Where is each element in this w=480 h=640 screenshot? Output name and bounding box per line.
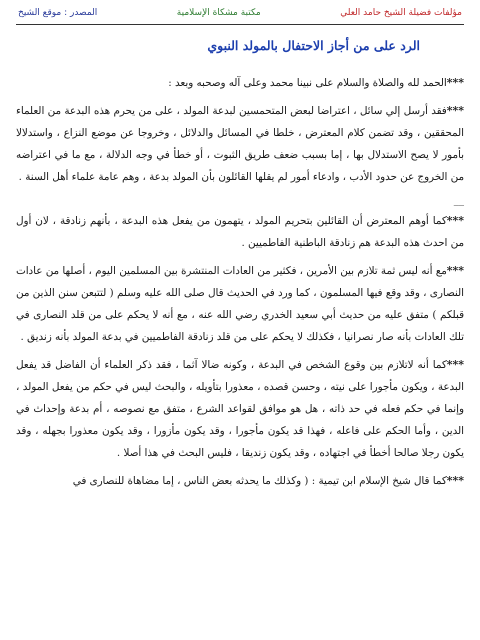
paragraph [16, 470, 464, 492]
paragraph [16, 260, 464, 348]
separator [16, 194, 464, 206]
paragraph-marker: *** [446, 104, 464, 117]
paragraph-text: كما أوهم المعترض أن القائلين بتحريم المولد ، يتهمون من يفعل هذه البدعة ، بأنهم زنادقة ، لان أول من احدث هذه البدعة هم زنادقة الباطنية الفاطميين . [16, 215, 464, 249]
paragraph [16, 100, 464, 188]
paragraph-text: فقد أرسل إلي سائل ، اعتراضا لبعض المتحمسين لبدعة المولد ، على من يحرم هذه البدعة من العلماء المحققين ، وقد تضمن كلام المعترض ، خلطا في المسائل والدلائل ، وخروجا عن موضع النزاع ، واستدلالا بأمور لا يصح الاستدلال بها ، إما بسبب ضعف طريق الثبوت ، أو خطأ في وجه الدلالة ، مع ما في اعتراضه من الخروج عن حدود الأدب ، وادعاء أمور لم يقلها القائلون بأن المولد بدعة ، وهم عامة علماء أهل السنة . [16, 105, 464, 183]
paragraph-text: كما أنه لاتلازم بين وقوع الشخص في البدعة ، وكونه ضالا آثما ، فقد ذكر العلماء أن الفاضل قد يفعل البدعة ، ويكون مأجورا على نيته ، وحسن قصده ، معذورا بتأويله ، والبحث ليس في حكم من يفعل المولد ، وإنما في حكم فعله في حد ذاته ، هل هو موافق لقواعد الشرع ، متفق مع نصوصه ، أم بدعة وإحداث في الدين ، وأما الحكم على فاعله ، فهذا قد يكون مأجورا ، وقد يكون مأزورا ، وقد يكون معذورا بجهله ، وقد يكون رجلا صالحا أخطأ في اجتهاده ، وقد يكون زنديقا ، فليس البحث في هذا أصلا . [16, 359, 464, 459]
paragraph-text: كما قال شيخ الإسلام ابن تيمية : ( وكذلك ما يحدثه بعض الناس ، إما مضاهاة للنصارى في [72, 475, 447, 487]
paragraph-marker: *** [446, 214, 464, 227]
page-header [18, 8, 462, 18]
paragraph-marker: *** [446, 76, 464, 89]
header-library: مكتبة مشكاة الإسلامية [176, 8, 261, 18]
paragraph [16, 210, 464, 254]
paragraph-text: مع أنه ليس ثمة تلازم بين الأمرين ، فكثير من العادات المنتشرة بين المسلمين اليوم ، أصلها من عادات النصارى ، وقد وقع فيها المسلمون ، كما ورد في الحديث قال صلى الله عليه وسلم ( لتتبعن سنن الذين من قبلكم ) متفق عليه من حديث أبي سعيد الخدري رضي الله عنه ، مع أنه لا يحكم على من قلد النصارى في تلك العادات بأنه صار نصرانيا ، فكذلك لا يحكم على من قلد زنادقة الفاطميين في بدعة المولد بأنه زنديق . [16, 265, 464, 343]
paragraph-text: الحمد لله والصلاة والسلام على نبينا محمد وعلى آله وصحبه وبعد : [168, 77, 447, 89]
separator-text: __ [453, 194, 464, 206]
document-title: الرد على من أجاز الاحتفال بالمولد النبوي [207, 38, 420, 53]
header-author: مؤلفات فضيلة الشيخ حامد العلي [340, 8, 462, 18]
header-divider [16, 24, 464, 25]
paragraph-marker: *** [446, 264, 464, 277]
paragraph-marker: *** [446, 474, 464, 487]
document-body [16, 72, 464, 498]
header-source: المصدر : موقع الشيخ [18, 8, 98, 18]
paragraph [16, 354, 464, 464]
paragraph-marker: *** [446, 358, 464, 371]
paragraph [16, 72, 464, 94]
